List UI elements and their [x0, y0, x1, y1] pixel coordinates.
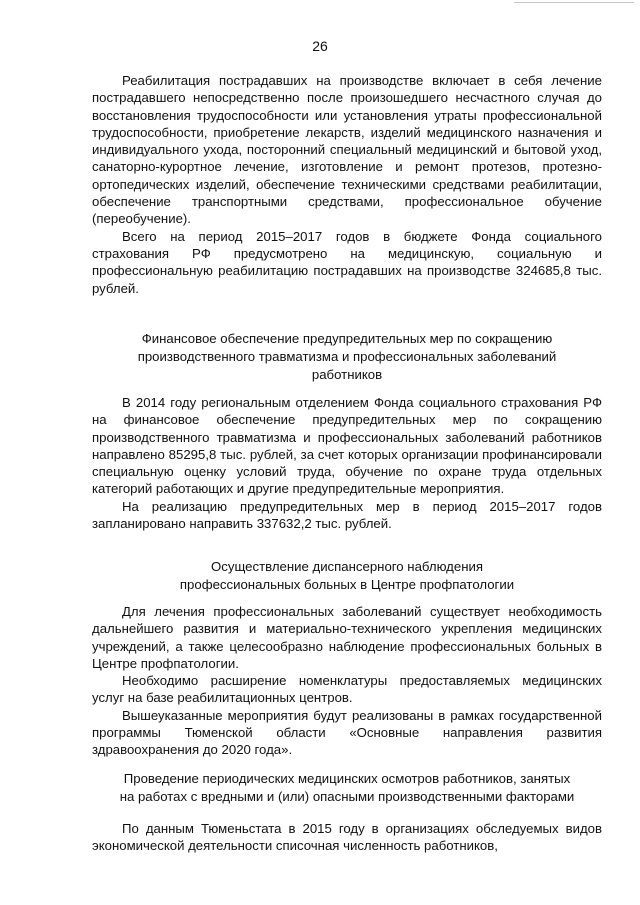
- heading-line: производственного травматизма и профессиональных заболеваний: [137, 349, 557, 364]
- paragraph: На реализацию предупредительных мер в период 2015–2017 годов запланировано направить 337632,2 тыс. рублей.: [92, 498, 602, 532]
- heading-line: работников: [311, 367, 383, 382]
- paragraph: По данным Тюменьстата в 2015 году в организациях обследуемых видов экономической деятельности списочная численность работников,: [92, 821, 602, 854]
- paragraph: Всего на период 2015–2017 годов в бюджете Фонда социального страхования РФ предусмотрено на медицинскую, социальную и профессиональную реабилитацию пострадавших на производстве 324685,8 тыс. рублей.: [92, 228, 602, 296]
- heading-line: Проведение периодических медицинских осмотров работников, занятых: [123, 771, 571, 786]
- heading-line: Осуществление диспансерного наблюдения: [211, 559, 483, 574]
- scan-edge-line: [514, 2, 634, 3]
- section-heading: [92, 558, 602, 594]
- dispensary-section: [92, 603, 602, 759]
- heading-line: Финансовое обеспечение предупредительных мер по сокращению: [141, 331, 553, 346]
- section-heading: [92, 330, 602, 384]
- rehabilitation-section: [92, 72, 602, 297]
- financing-section: [92, 394, 602, 532]
- paragraph: Реабилитация пострадавших на производстве включает в себя лечение пострадавшего непосредственно после произошедшего несчастного случая до восстановления трудоспособности или установления утраты профессиональной трудоспособности, приобретение лекарств, изделий медицинского назначения и индивидуального ухода, посторонний специальный медицинский и бытовой уход, санаторно-курортное лечение, изготовление и ремонт протезов, протезно-ортопедических изделий, обеспечение техническими средствами реабилитации, обеспечение транспортными средствами, профессиональное обучение (переобучение).: [92, 73, 602, 227]
- paragraph: В 2014 году региональным отделением Фонда социального страхования РФ на финансовое обеспечение предупредительных мер по сокращению производственного травматизма и профессиональных заболеваний работников направлено 85295,8 тыс. рублей, за счет которых организации профинансировали специальную оценку условий труда, обучение по охране труда отдельных категорий работающих и другие предупредительные мероприятия.: [92, 395, 602, 497]
- heading-line: на работах с вредными и (или) опасными производственными факторами: [119, 789, 575, 804]
- section-heading: [92, 770, 602, 806]
- paragraph: Для лечения профессиональных заболеваний существует необходимость дальнейшего развития и материально-технического укрепления медицинских учреждений, а также целесообразно наблюдение профессиональных больных в Центре профпатологии.: [92, 604, 602, 671]
- page-number: 26: [312, 38, 328, 54]
- paragraph: Необходимо расширение номенклатуры предоставляемых медицинских услуг на базе реабилитационных центров.: [92, 673, 602, 706]
- paragraph: Вышеуказанные мероприятия будут реализованы в рамках государственной программы Тюменской области «Основные направления развития здравоохранения до 2020 года».: [92, 707, 602, 758]
- heading-line: профессиональных больных в Центре профпатологии: [179, 577, 515, 592]
- medical-exams-section: [92, 820, 602, 855]
